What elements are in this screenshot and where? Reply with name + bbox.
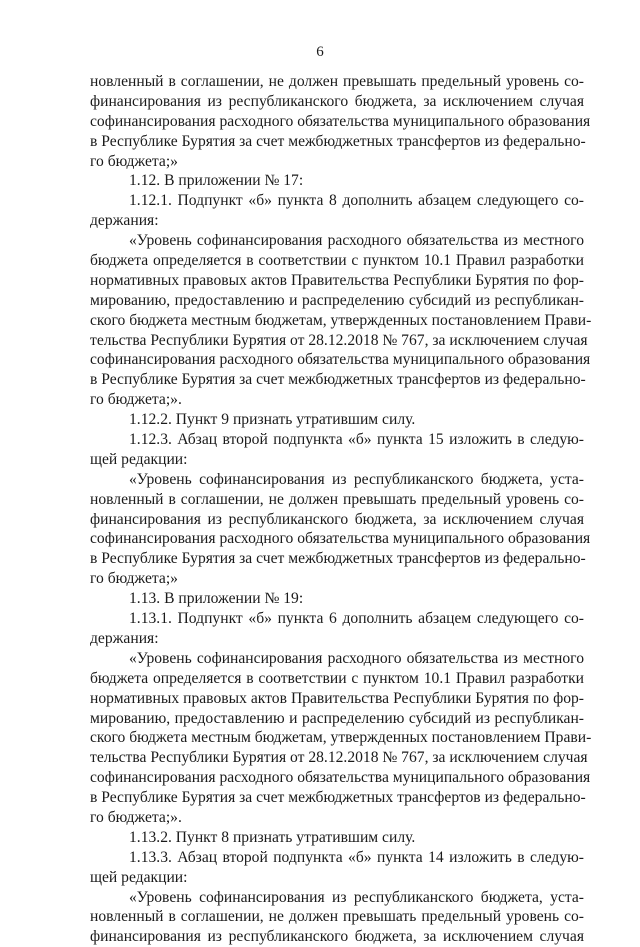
text-line: ского бюджета местным бюджетам, утвержденных постановлением Прави- [90,729,592,747]
text-line: новленный в соглашении, не должен превышать предельный уровень со- [90,490,584,508]
text-line: 1.13.1. Подпункт «б» пункта 6 дополнить абзацем следующего со- [129,610,584,628]
text-line: 1.13. В приложении № 19: [129,590,304,608]
text-line: «Уровень софинансирования расходного обязательства из местного [129,649,584,667]
text-line: в Республике Бурятия за счет межбюджетных трансфертов из федерально- [90,132,586,150]
text-line: го бюджета;» [90,570,178,588]
text-line: нормативных правовых актов Правительства Республики Бурятия по фор- [90,689,584,707]
text-line: «Уровень софинансирования из республиканского бюджета, уста- [129,470,584,488]
text-line: 1.12.3. Абзац второй подпункта «б» пункта 15 изложить в следую- [129,431,584,449]
text-line: щей редакции: [90,450,188,468]
text-line: «Уровень софинансирования из республиканского бюджета, уста- [129,888,584,906]
text-line: финансирования из республиканского бюджета, за исключением случая [90,92,584,110]
text-line: в Республике Бурятия за счет межбюджетных трансфертов из федерально- [90,550,586,568]
text-line: бюджета определяется в соответствии с пунктом 10.1 Правил разработки [90,252,584,270]
document-body [90,72,592,947]
text-line: 1.12.2. Пункт 9 признать утратившим силу. [129,411,416,429]
text-line: го бюджета;». [90,391,182,409]
text-line: го бюджета;» [90,152,178,170]
text-line: 1.13.3. Абзац второй подпункта «б» пункта 14 изложить в следую- [129,848,584,866]
text-line: тельства Республики Бурятия от 28.12.2018 № 767, за исключением случая [90,749,588,767]
text-line: ского бюджета местным бюджетам, утвержденных постановлением Прави- [90,311,592,329]
text-line: бюджета определяется в соответствии с пунктом 10.1 Правил разработки [90,669,584,687]
text-line: финансирования из республиканского бюджета, за исключением случая [90,928,584,946]
text-line: софинансирования расходного обязательства муниципального образования [90,351,591,369]
text-line: софинансирования расходного обязательства муниципального образования [90,530,591,548]
text-line: софинансирования расходного обязательства муниципального образования [90,112,591,130]
text-line: нормативных правовых актов Правительства Республики Бурятия по фор- [90,271,584,289]
text-line: мированию, предоставлению и распределению субсидий из республикан- [90,291,584,309]
text-line: мированию, предоставлению и распределению субсидий из республикан- [90,709,584,727]
page-number: 6 [316,44,324,60]
text-line: 1.13.2. Пункт 8 признать утратившим силу. [129,828,416,846]
text-line: держания: [90,629,159,647]
text-line: тельства Республики Бурятия от 28.12.2018 № 767, за исключением случая [90,331,588,349]
text-line: щей редакции: [90,868,188,886]
text-line: новленный в соглашении, не должен превышать предельный уровень со- [90,73,584,90]
text-line: «Уровень софинансирования расходного обязательства из местного [129,232,584,250]
text-line: го бюджета;». [90,808,182,826]
text-line: 1.12.1. Подпункт «б» пункта 8 дополнить абзацем следующего со- [129,192,584,210]
text-line: софинансирования расходного обязательства муниципального образования [90,769,591,787]
text-line: финансирования из республиканского бюджета, за исключением случая [90,510,584,528]
text-line: держания: [90,212,159,230]
text-line: в Республике Бурятия за счет межбюджетных трансфертов из федерально- [90,371,586,389]
text-line: в Республике Бурятия за счет межбюджетных трансфертов из федерально- [90,789,586,807]
text-line: 1.12. В приложении № 17: [129,172,304,190]
text-line: новленный в соглашении, не должен превышать предельный уровень со- [90,908,584,926]
